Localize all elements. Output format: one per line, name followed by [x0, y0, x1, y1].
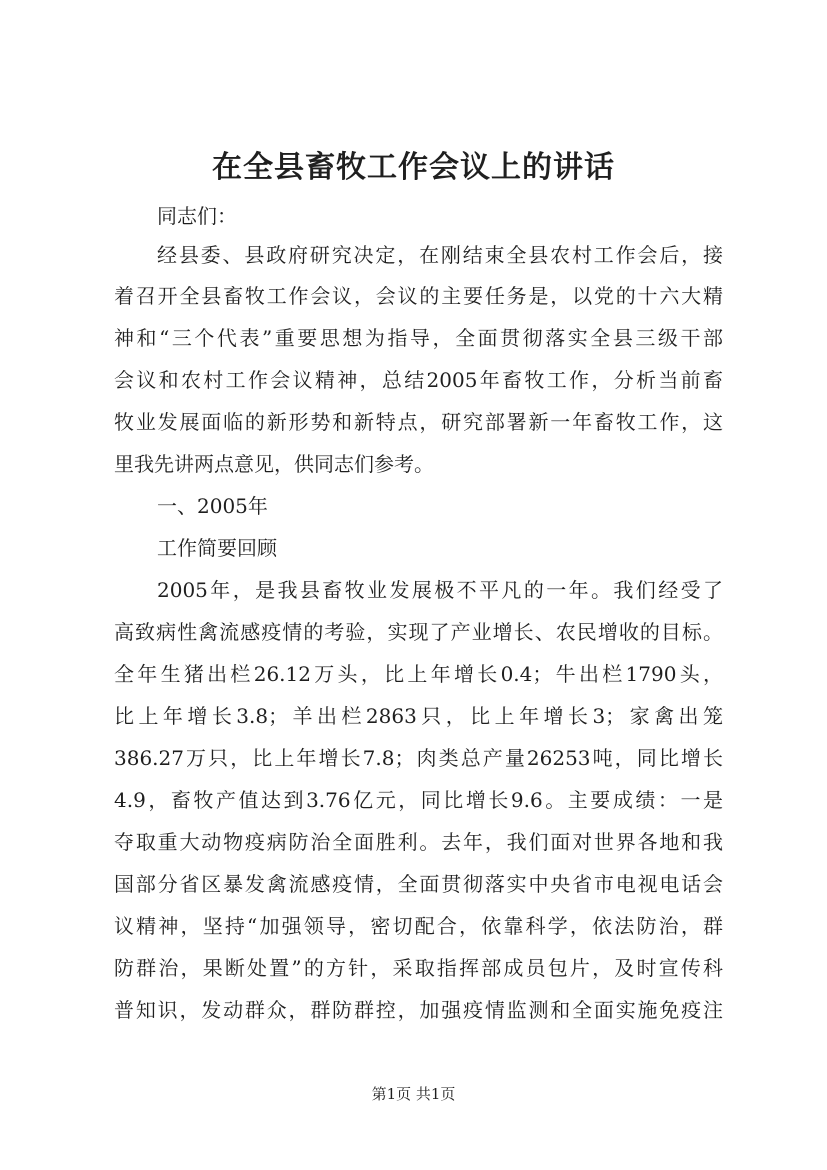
- paragraph-line: 全年生猪出栏26.12万头，比上年增长0.4；牛出栏1790头，: [114, 662, 723, 686]
- paragraph-line: 议精神，坚持“加强领导，密切配合，依靠科学，依法防治，群: [114, 914, 723, 938]
- paragraph-line: 4.9，畜牧产值达到3.76亿元，同比增长9.6。主要成绩：一是: [114, 788, 723, 812]
- paragraph-line: 防群治，果断处置”的方针，采取指挥部成员包片，及时宣传科: [114, 956, 723, 980]
- section-heading: 一、2005年: [157, 494, 268, 518]
- paragraph-line: 经县委、县政府研究决定，在刚结束全县农村工作会后，接: [157, 243, 723, 267]
- paragraph-line: 夺取重大动物疫病防治全面胜利。去年，我们面对世界各地和我: [114, 830, 723, 854]
- salutation-line: 同志们：: [157, 204, 237, 228]
- paragraph-line: 高致病性禽流感疫情的考验，实现了产业增长、农民增收的目标。: [114, 620, 723, 644]
- paragraph-line: 普知识，发动群众，群防群控，加强疫情监测和全面实施免疫注: [114, 998, 723, 1022]
- document-title: 在全县畜牧工作会议上的讲话: [212, 150, 615, 185]
- paragraph-line: 国部分省区暴发禽流感疫情，全面贯彻落实中央省市电视电话会: [114, 872, 723, 896]
- paragraph-line: 比上年增长3.8；羊出栏2863只，比上年增长3；家禽出笼: [114, 704, 723, 728]
- paragraph-line: 会议和农村工作会议精神，总结2005年畜牧工作，分析当前畜: [114, 368, 723, 392]
- section-heading: 工作简要回顾: [157, 536, 277, 560]
- paragraph-line: 着召开全县畜牧工作会议，会议的主要任务是，以党的十六大精: [114, 284, 723, 308]
- paragraph-line: 牧业发展面临的新形势和新特点，研究部署新一年畜牧工作，这: [114, 410, 723, 434]
- paragraph-line: 里我先讲两点意见，供同志们参考。: [114, 452, 434, 476]
- paragraph-line: 神和“三个代表”重要思想为指导，全面贯彻落实全县三级干部: [114, 326, 723, 350]
- paragraph-line: 2005年，是我县畜牧业发展极不平凡的一年。我们经受了: [157, 578, 723, 602]
- paragraph-line: 386.27万只，比上年增长7.8；肉类总产量26253吨，同比增长: [114, 746, 723, 770]
- page-footer: 第1页 共1页: [371, 1085, 456, 1103]
